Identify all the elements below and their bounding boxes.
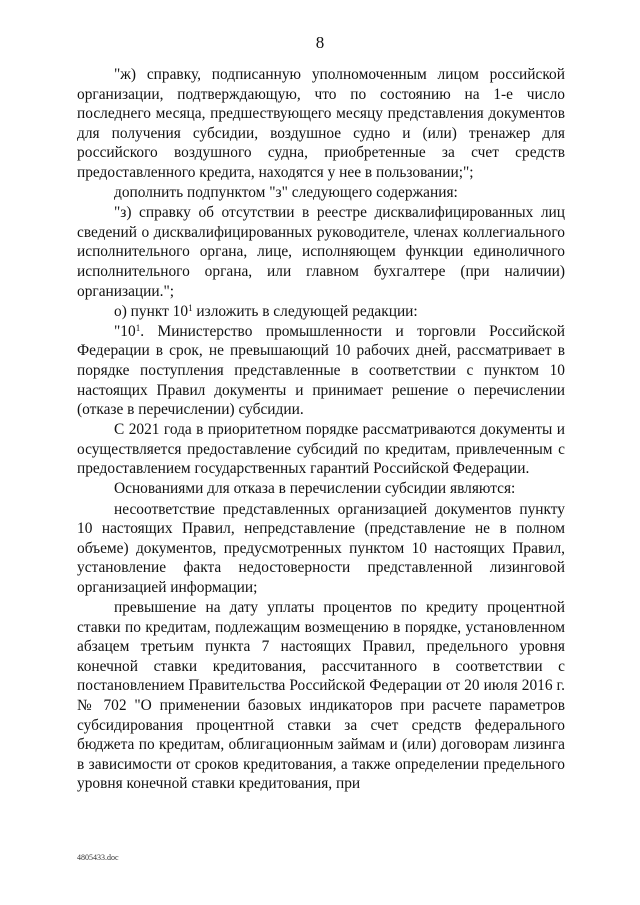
paragraph-z: "з) справку об отсутствии в реестре дисквалифицированных лиц сведений о дисквалифицированных руководителе, членах коллегиального исполнительного органа, лице, исполняющем функции единоличного исполнительного органа, или главном бухгалтере (при наличии) организации."; [77,204,565,300]
paragraph-refusal-grounds: Основаниями для отказа в перечислении субсидии являются: [114,480,516,498]
superscript: 1 [188,302,193,313]
paragraph-10-1-start: "10 [114,322,136,340]
paragraph-o-end: изложить в следующей редакции: [192,302,418,320]
paragraph-o-start: о) пункт 10 [114,302,189,320]
paragraph-rate-excess: превышение на дату уплаты процентов по кредиту процентной ставки по кредитам, подлежащим возмещению в порядке, установленном абзацем третьим пункта 7 настоящих Правил, предельного уровня конечной ставки кредитования, рассчитанного в соответствии с постановлением Правительства Российской Федерации от 20 июля 2016 г. № 702 "О применении базовых индикаторов при расчете параметров субсидирования процентной ставки за счет средств федерального бюджета по кредитам, облигационным займам и (или) договорам лизинга в зависимости от сроков кредитования, а также определении предельного уровня конечной ставки кредитования, при [77,599,565,793]
paragraph-2021: С 2021 года в приоритетном порядке рассматриваются документы и осуществляется предоставление субсидий по кредитам, привлеченным с предоставлением государственных гарантий Российской Федерации. [77,421,565,478]
paragraph-add-z: дополнить подпунктом "з" следующего содержания: [114,184,458,202]
paragraph-zh: "ж) справку, подписанную уполномоченным лицом российской организации, подтверждающую, что по состоянию на 1-е число последнего месяца, предшествующего месяцу представления документов для получения субсидии, воздушное судно и (или) тренажер для российского воздушного судна, приобретенные за счет средств предоставленного кредита, находятся у нее в пользовании;"; [77,66,565,181]
page-number: 8 [315,33,325,52]
footer-file-code: 4805433.doc [77,853,119,862]
paragraph-noncompliance: несоответствие представленных организацией документов пункту 10 настоящих Правил, непредставление (представление не в полном объеме) документов, предусмотренных пунктом 10 настоящих Правил, установление факта недостоверности представленной лизинговой организацией информации; [77,500,565,596]
superscript: 1 [135,322,141,333]
paragraph-10-1-end: . Министерство промышленности и торговли Российской Федерации в срок, не превышающий 10 рабочих дней, рассматривает в порядке поступления представленные в соответствии с пунктом 10 настоящих Правил документы и принимает решение о перечислении (отказе в перечислении) субсидии. [77,322,565,419]
paragraph-o [77,302,565,322]
document-body [77,65,565,794]
paragraph-10-1 [77,322,565,420]
